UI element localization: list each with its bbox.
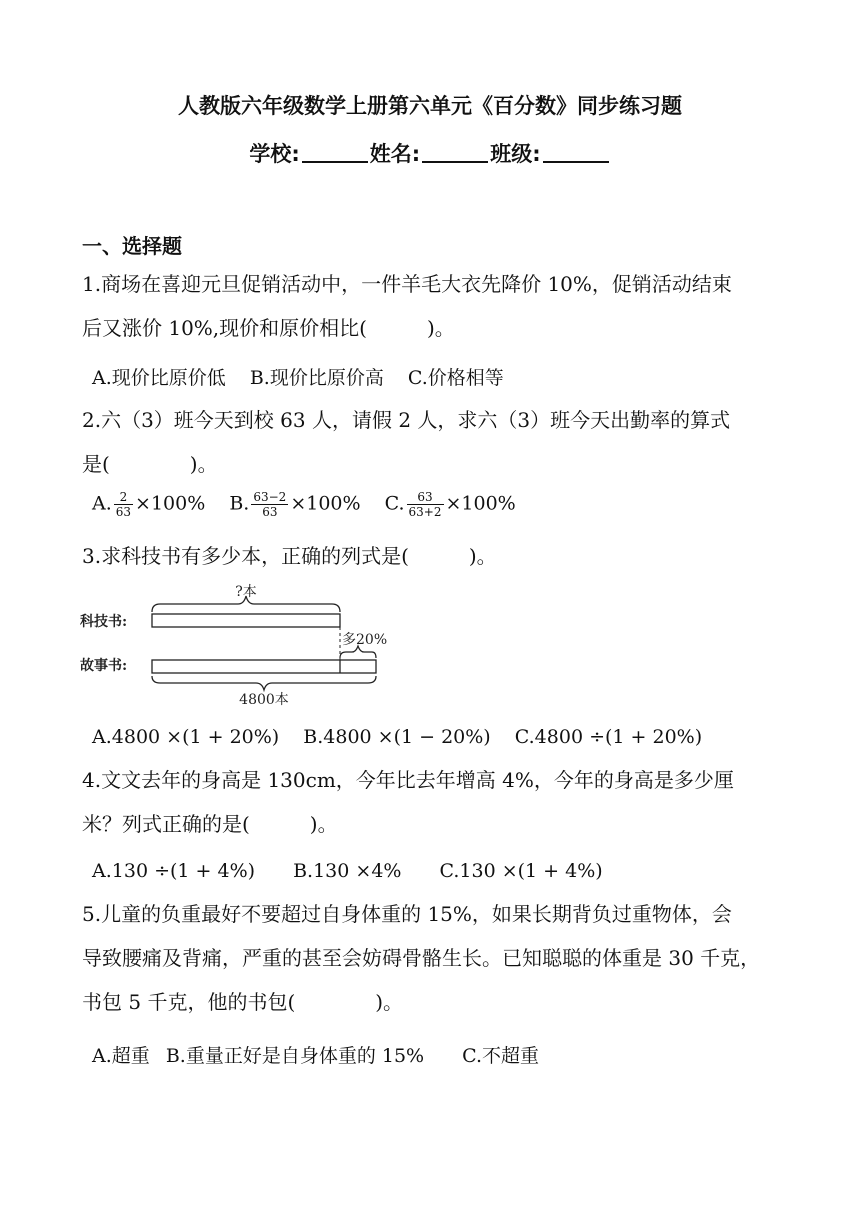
option-c-label: C. <box>384 492 405 515</box>
option-c-fraction <box>407 490 444 519</box>
fraction-denominator: 63+2 <box>408 505 442 519</box>
question-5-line-3: 书包 5 千克，他的书包( )。 <box>82 990 404 1014</box>
line-segment-diagram <box>78 582 408 707</box>
question-5-options <box>92 1041 557 1068</box>
question-5-line-1: 5.儿童的负重最好不要超过自身体重的 15%，如果长期背负过重物体，会 <box>82 902 732 926</box>
question-1-option-a[interactable]: A.现价比原价低 <box>92 367 226 389</box>
question-1 <box>82 262 782 350</box>
question-5-option-a[interactable]: A.超重 <box>92 1045 150 1067</box>
question-4-line-1: 4.文文去年的身高是 130cm，今年比去年增高 4%，今年的身高是多少厘 <box>82 768 734 792</box>
diagram-row-1-label: 科技书: <box>80 614 128 630</box>
class-label: 班级: <box>490 142 541 166</box>
story-books-bar <box>152 660 376 673</box>
question-3-line-1: 3.求科技书有多少本，正确的列式是( )。 <box>82 544 497 568</box>
question-5-option-c[interactable]: C.不超重 <box>462 1045 540 1067</box>
question-1-option-b[interactable]: B.现价比原价高 <box>249 367 384 389</box>
question-4-option-a[interactable]: A.130 ÷(1 + 4%) <box>92 860 256 882</box>
class-blank[interactable] <box>543 141 609 163</box>
question-1-line-1: 1.商场在喜迎元旦促销活动中，一件羊毛大衣先降价 10%，促销活动结束 <box>82 272 732 296</box>
question-3-option-b[interactable]: B.4800 ×(1 − 20%) <box>303 726 491 748</box>
question-5-option-b[interactable]: B.重量正好是自身体重的 15% <box>165 1045 425 1067</box>
fraction-numerator: 63−2 <box>253 490 287 504</box>
question-2-line-2: 是( )。 <box>82 452 218 476</box>
question-3 <box>82 534 782 578</box>
question-1-line-2: 后又涨价 10%,现价和原价相比( )。 <box>82 316 455 340</box>
name-label: 姓名: <box>369 142 421 166</box>
bottom-brace-label: 4800本 <box>239 692 289 707</box>
fraction-denominator: 63 <box>115 505 132 519</box>
school-blank[interactable] <box>302 141 368 163</box>
question-4-options <box>92 860 621 882</box>
question-1-option-c[interactable]: C.价格相等 <box>407 367 504 389</box>
question-5-line-2: 导致腰痛及背痛，严重的甚至会妨碍骨骼生长。已知聪聪的体重是 30 千克， <box>82 946 761 970</box>
fraction-denominator: 63 <box>262 505 278 519</box>
question-2-option-a[interactable] <box>92 490 205 519</box>
option-a-label: A. <box>92 492 112 515</box>
question-4-option-c[interactable]: C.130 ×(1 + 4%) <box>439 860 603 882</box>
bottom-brace <box>152 676 376 690</box>
question-2-line-1: 2.六（3）班今天到校 63 人，请假 2 人，求六（3）班今天出勤率的算式 <box>82 408 731 432</box>
question-3-options <box>92 726 720 748</box>
side-brace-label: 多20% <box>342 632 388 648</box>
option-b-label: B. <box>229 492 250 515</box>
option-c-expression: ×100% <box>445 492 516 515</box>
question-2-option-b[interactable] <box>229 490 360 519</box>
option-b-fraction <box>251 490 288 519</box>
option-a-fraction <box>114 490 133 519</box>
student-info-line <box>0 138 860 168</box>
question-4 <box>82 758 782 846</box>
option-a-expression: ×100% <box>135 492 206 515</box>
question-2 <box>82 398 782 486</box>
section-heading: 一、选择题 <box>82 234 182 258</box>
question-3-option-c[interactable]: C.4800 ÷(1 + 20%) <box>514 726 703 748</box>
science-books-bar <box>152 614 340 627</box>
school-label: 学校: <box>249 142 300 166</box>
top-brace-label: ?本 <box>235 584 257 600</box>
question-2-option-c[interactable] <box>385 490 516 519</box>
question-1-options <box>92 363 522 390</box>
name-blank[interactable] <box>422 141 488 163</box>
diagram-row-2-label: 故事书: <box>80 658 128 674</box>
fraction-numerator: 2 <box>114 490 133 505</box>
page-title: 人教版六年级数学上册第六单元《百分数》同步练习题 <box>178 94 682 118</box>
question-2-options <box>92 490 534 519</box>
question-4-line-2: 米？列式正确的是( )。 <box>82 812 338 836</box>
question-5 <box>82 892 782 1024</box>
option-b-expression: ×100% <box>290 492 361 515</box>
question-4-option-b[interactable]: B.130 ×4% <box>293 860 402 882</box>
fraction-numerator: 63 <box>407 490 444 505</box>
question-3-option-a[interactable]: A.4800 ×(1 + 20%) <box>92 726 280 748</box>
